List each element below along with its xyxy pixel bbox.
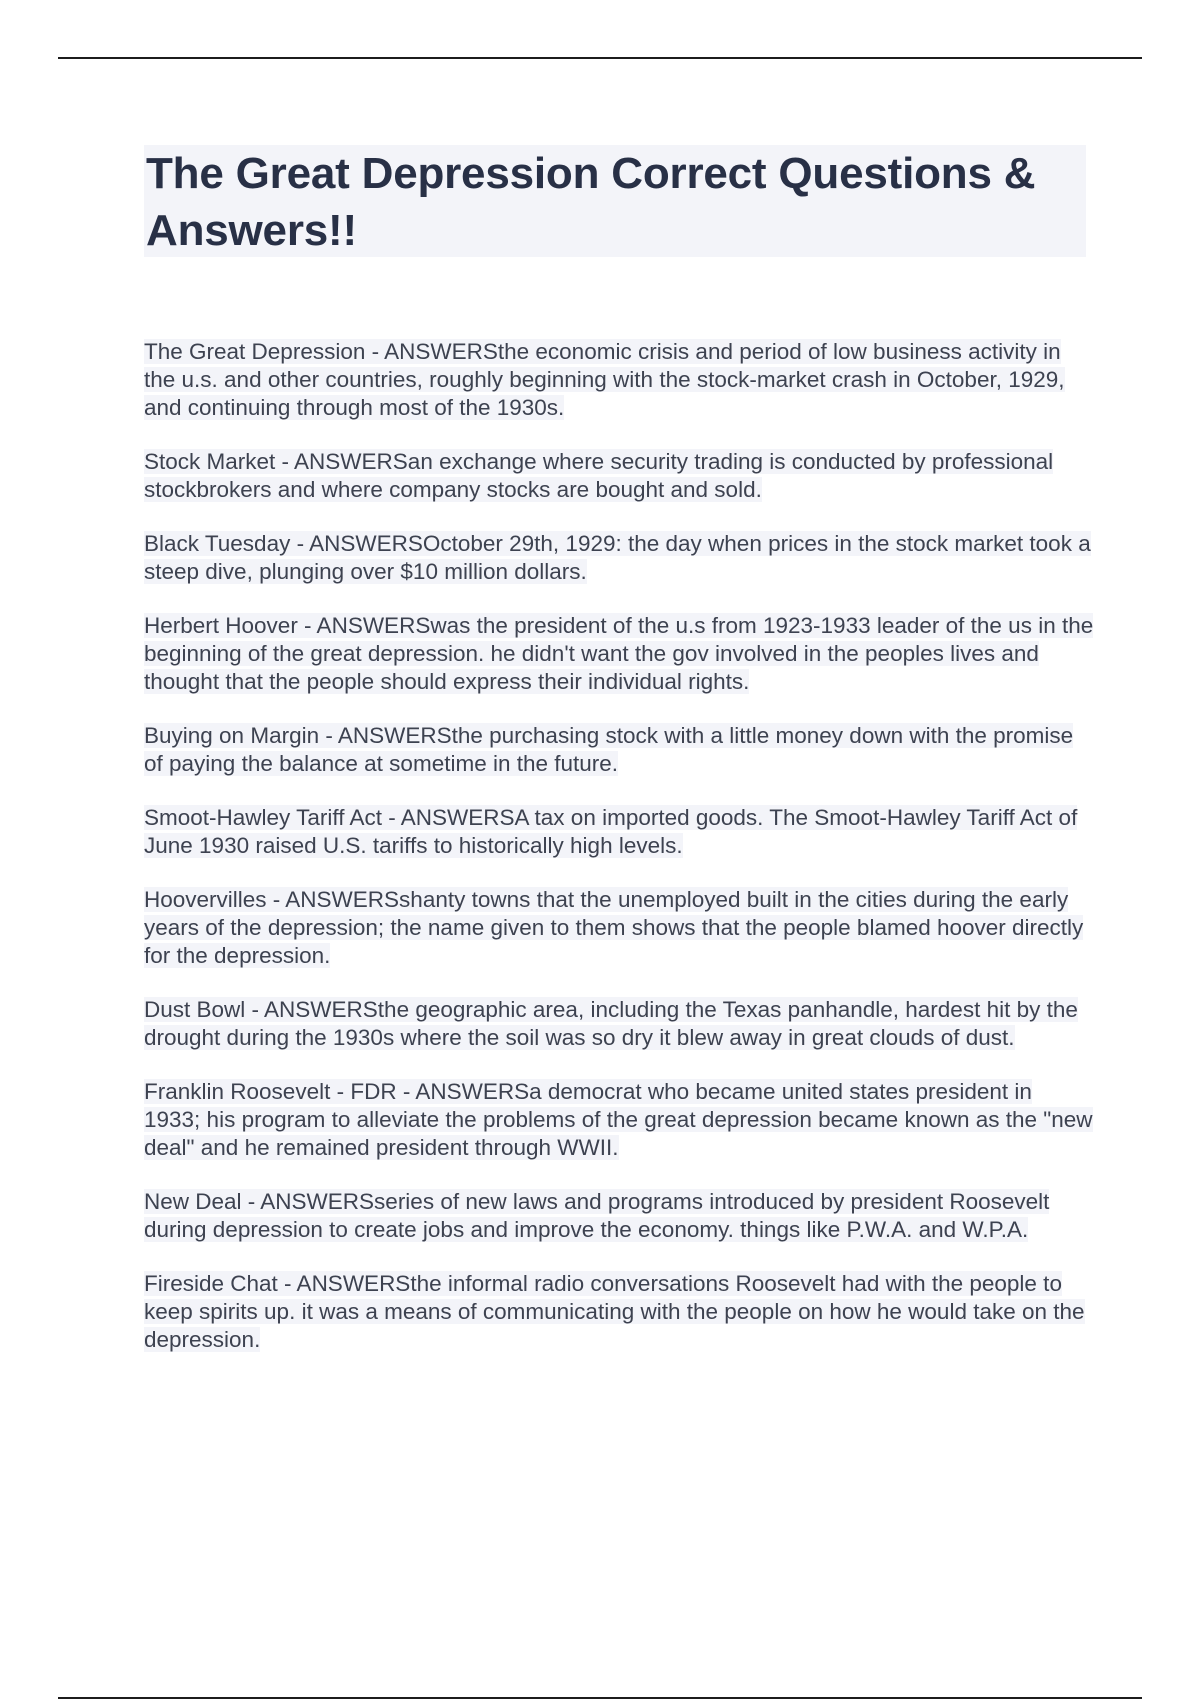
bottom-rule: [58, 1697, 1142, 1699]
qa-entry: [144, 1188, 1094, 1244]
qa-entry-text: Dust Bowl - ANSWERSthe geographic area, including the Texas panhandle, hardest hit by the drought during the 1930s where the soil was so dry it blew away in great clouds of dust.: [144, 997, 1078, 1050]
qa-entry-text: New Deal - ANSWERSseries of new laws and programs introduced by president Roosevelt during depression to create jobs and improve the economy. things like P.W.A. and W.P.A.: [144, 1189, 1050, 1242]
qa-entry-text: Smoot-Hawley Tariff Act - ANSWERSA tax on imported goods. The Smoot-Hawley Tariff Act of June 1930 raised U.S. tariffs to historically high levels.: [144, 805, 1078, 858]
qa-entry-text: The Great Depression - ANSWERSthe economic crisis and period of low business activity in the u.s. and other countries, roughly beginning with the stock-market crash in October, 1929, and continuing through most of the 1930s.: [144, 339, 1065, 420]
qa-entry: [144, 612, 1094, 696]
qa-entry-text: Buying on Margin - ANSWERSthe purchasing stock with a little money down with the promise of paying the balance at sometime in the future.: [144, 723, 1074, 776]
qa-entry: [144, 530, 1094, 586]
page-title: The Great Depression Correct Questions & Answers!!: [146, 149, 1036, 255]
qa-entry-text: Hoovervilles - ANSWERSshanty towns that the unemployed built in the cities during the early years of the depression; the name given to them shows that the people blamed hoover directly for the depression.: [144, 887, 1084, 968]
qa-entry-text: Herbert Hoover - ANSWERSwas the president of the u.s from 1923-1933 leader of the us in the beginning of the great depression. he didn't want the gov involved in the peoples lives and thought that the people should express their individual rights.: [144, 613, 1094, 694]
title-block: [144, 145, 1086, 257]
qa-entry: [144, 886, 1094, 970]
qa-entry-text: Fireside Chat - ANSWERSthe informal radio conversations Roosevelt had with the people to keep spirits up. it was a means of communicating with the people on how he would take on the depression.: [144, 1271, 1085, 1352]
qa-entry: [144, 448, 1094, 504]
qa-entry-text: Stock Market - ANSWERSan exchange where security trading is conducted by professional stockbrokers and where company stocks are bought and sold.: [144, 449, 1054, 502]
qa-entry: [144, 996, 1094, 1052]
top-rule: [58, 57, 1142, 59]
qa-entry: [144, 1078, 1094, 1162]
qa-entry-text: Franklin Roosevelt - FDR - ANSWERSa democrat who became united states president in 1933; his program to alleviate the problems of the great depression became known as the "new deal" and he remained president through WWII.: [144, 1079, 1093, 1160]
qa-entry-text: Black Tuesday - ANSWERSOctober 29th, 1929: the day when prices in the stock market took a steep dive, plunging over $10 million dollars.: [144, 531, 1091, 584]
qa-entry: [144, 338, 1094, 422]
qa-list: [144, 338, 1094, 1380]
qa-entry: [144, 804, 1094, 860]
qa-entry: [144, 1270, 1094, 1354]
qa-entry: [144, 722, 1094, 778]
